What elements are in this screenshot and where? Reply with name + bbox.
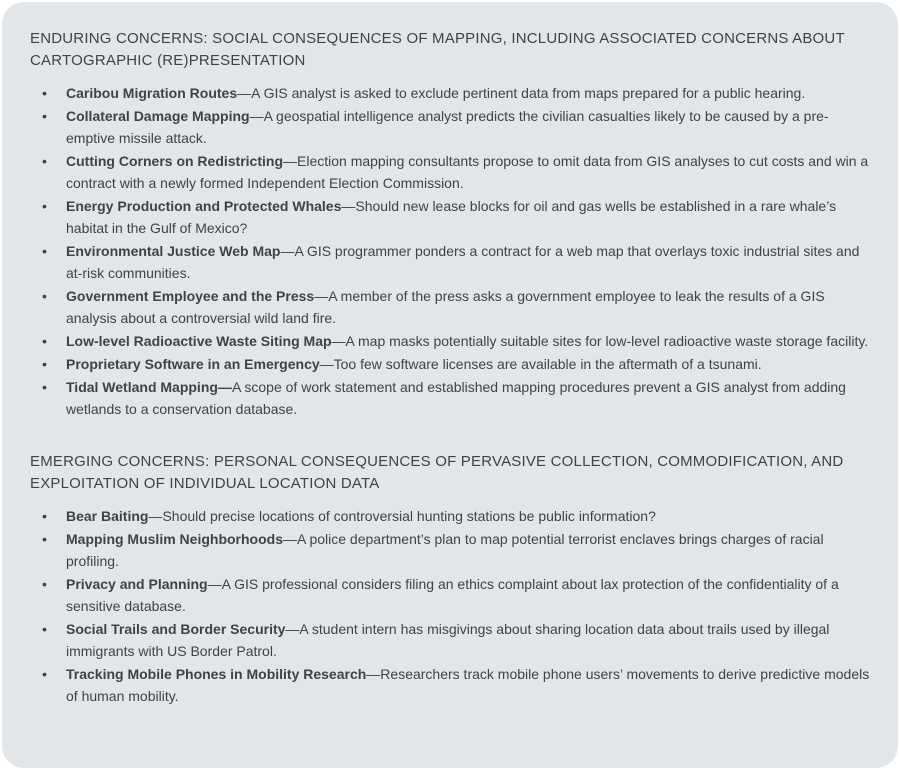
separator: — <box>341 198 356 214</box>
case-title: Government Employee and the Press <box>66 288 315 304</box>
case-title: Bear Baiting <box>66 508 149 524</box>
bullet-icon: • <box>42 108 47 124</box>
case-description: A geospatial intelligence analyst predicts the civilian casualties likely to be caused by a pre-emptive missile attack. <box>66 108 829 146</box>
case-description: A map masks potentially suitable sites for low-level radioactive waste storage facility. <box>345 333 869 349</box>
separator: — <box>319 356 334 372</box>
bullet-icon: • <box>42 243 47 259</box>
list-item <box>30 195 872 239</box>
case-description: A student intern has misgivings about sharing location data about trails used by illegal immigrants with US Border Patrol. <box>66 621 830 659</box>
bullet-icon: • <box>42 333 47 349</box>
case-title: Low-level Radioactive Waste Siting Map <box>66 333 332 349</box>
case-title: Caribou Migration Routes <box>66 85 238 101</box>
list-item <box>30 618 872 662</box>
case-description: A GIS analyst is asked to exclude pertinent data from maps prepared for a public hearing. <box>251 85 806 101</box>
separator: — <box>283 153 297 169</box>
list-item <box>30 528 872 572</box>
bullet-icon: • <box>42 153 47 169</box>
list-item <box>30 150 872 194</box>
case-description: Researchers track mobile phone users’ movements to derive predictive models of human mobility. <box>66 666 870 704</box>
list-item <box>30 663 872 707</box>
case-title: Mapping Muslim Neighborhoods <box>66 531 283 547</box>
bullet-icon: • <box>42 576 47 592</box>
case-list <box>30 82 872 420</box>
case-list <box>30 505 872 707</box>
list-item <box>30 376 872 420</box>
list-item <box>30 240 872 284</box>
list-item <box>30 330 872 352</box>
section-heading: ENDURING CONCERNS: SOCIAL CONSEQUENCES OF MAPPING, INCLUDING ASSOCIATED CONCERNS ABOUT CARTOGRAPHIC (RE)PRESENTATION <box>30 30 845 69</box>
bullet-icon: • <box>42 198 47 214</box>
bullet-icon: • <box>42 621 47 637</box>
list-item <box>30 505 872 527</box>
bullet-icon: • <box>42 379 47 395</box>
case-title: Tracking Mobile Phones in Mobility Research <box>66 666 367 682</box>
enduring-concerns-section <box>30 28 872 420</box>
separator: — <box>366 666 381 682</box>
case-title: Social Trails and Border Security <box>66 621 286 637</box>
section-heading: EMERGING CONCERNS: PERSONAL CONSEQUENCES OF PERVASIVE COLLECTION, COMMODIFICATION, AND EXPLOITATION OF INDIVIDUAL LOCATION DATA <box>30 453 844 492</box>
case-description: A police department’s plan to map potential terrorist enclaves brings charges of racial profiling. <box>66 531 824 569</box>
list-item <box>30 285 872 329</box>
case-description: Election mapping consultants propose to omit data from GIS analyses to cut costs and win a contract with a newly formed Independent Election Commission. <box>66 153 869 191</box>
case-title: Collateral Damage Mapping <box>66 108 250 124</box>
case-description: Too few software licenses are available in the aftermath of a tsunami. <box>333 356 762 372</box>
bullet-icon: • <box>42 288 47 304</box>
bullet-icon: • <box>42 531 47 547</box>
bullet-icon: • <box>42 508 47 524</box>
list-item <box>30 573 872 617</box>
case-title: Proprietary Software in an Emergency <box>66 356 320 372</box>
separator: — <box>148 508 163 524</box>
list-item <box>30 353 872 375</box>
case-description: Should precise locations of controversial hunting stations be public information? <box>162 508 656 524</box>
case-description: A scope of work statement and established mapping procedures prevent a GIS analyst from adding wetlands to a conservation database. <box>66 379 846 417</box>
separator: — <box>283 531 297 547</box>
bullet-icon: • <box>42 356 47 372</box>
case-description: A member of the press asks a government employee to leak the results of a GIS analysis about a controversial wild land fire. <box>66 288 825 326</box>
list-item <box>30 105 872 149</box>
case-title: Energy Production and Protected Whales <box>66 198 342 214</box>
bullet-icon: • <box>42 666 47 682</box>
case-title: Tidal Wetland Mapping— <box>66 379 232 395</box>
case-list-panel <box>2 2 898 768</box>
emerging-concerns-section <box>30 451 872 707</box>
separator: — <box>285 621 300 637</box>
case-description: A GIS programmer ponders a contract for a web map that overlays toxic industrial sites and at-risk communities. <box>66 243 860 281</box>
separator: — <box>314 288 329 304</box>
separator: — <box>280 243 295 259</box>
separator: — <box>249 108 264 124</box>
case-title: Cutting Corners on Redistricting <box>66 153 283 169</box>
separator: — <box>331 333 346 349</box>
list-item <box>30 82 872 104</box>
case-description: Should new lease blocks for oil and gas wells be established in a rare whale’s habitat in the Gulf of Mexico? <box>66 198 837 236</box>
separator: — <box>207 576 222 592</box>
bullet-icon: • <box>42 85 47 101</box>
case-title: Privacy and Planning <box>66 576 208 592</box>
case-title: Environmental Justice Web Map <box>66 243 281 259</box>
case-description: A GIS professional considers filing an ethics complaint about lax protection of the confidentiality of a sensitive database. <box>66 576 839 614</box>
separator: — <box>237 85 252 101</box>
